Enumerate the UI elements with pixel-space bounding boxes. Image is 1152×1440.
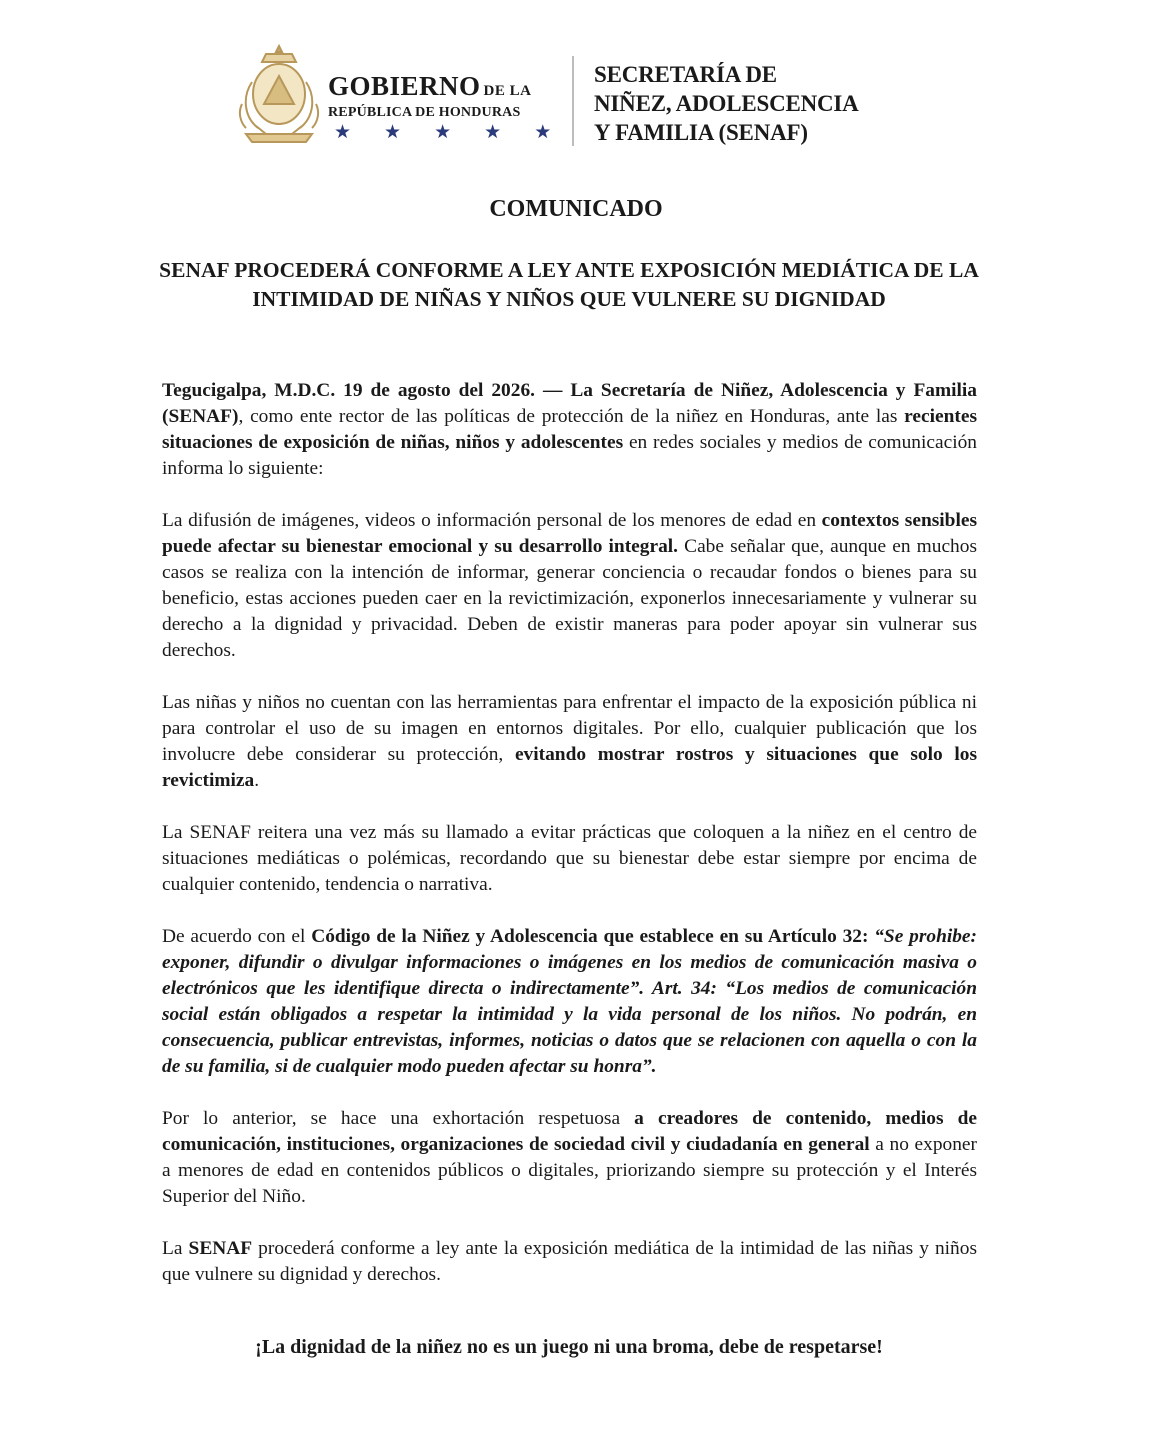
legal-quote: “Se prohibe: exponer, difundir o divulgar informaciones o imágenes en los medios de comunicación masiva o electrónicos que les identifique directa o indirectamente”. Art. 34: “Los medios de comunicación social están obligados a respetar la intimidad y la vida personal de los niños. No podrán, en consecuencia, publicar entrevistas, informes, noticias o datos que se relacionen con aquella o con la de su familia, si de cualquier modo pueden afectar su honra”. bbox=[162, 926, 977, 1077]
bold-text: evitando mostrar rostros y situaciones que solo los revictimiza bbox=[162, 744, 978, 791]
secretaria-line: Y FAMILIA (SENAF) bbox=[594, 120, 808, 145]
body-text: a no exponer a menores de edad en contenidos públicos o digitales, priorizando siempre su protección y el Interés Superior del Niño. bbox=[162, 1134, 977, 1207]
paragraph-intro bbox=[162, 378, 977, 482]
paragraph-herramientas bbox=[162, 690, 977, 794]
star-icon: ★ bbox=[384, 122, 402, 143]
body-text: en redes sociales y medios de comunicación informa lo siguiente: bbox=[162, 432, 977, 479]
government-title: GOBIERNO bbox=[328, 71, 481, 101]
paragraph-codigo bbox=[162, 924, 977, 1080]
star-icon: ★ bbox=[534, 122, 552, 143]
government-name bbox=[328, 72, 568, 143]
headline: SENAF PROCEDERÁ CONFORME A LEY ANTE EXPOSICIÓN MEDIÁTICA DE LA INTIMIDAD DE NIÑAS Y NIÑOS QUE VULNERE SU DIGNIDAD bbox=[159, 258, 979, 311]
paragraph-exhortacion bbox=[162, 1106, 977, 1210]
body-text: La bbox=[162, 1238, 189, 1259]
government-title-suffix: DE LA bbox=[483, 83, 532, 99]
closing-statement: ¡La dignidad de la niñez no es un juego ni una broma, debe de respetarse! bbox=[255, 1336, 883, 1358]
letterhead bbox=[236, 42, 936, 152]
body-text: Las niñas y niños no cuentan con las herramientas para enfrentar el impacto de la exposición pública ni para controlar el uso de su imagen en entornos digitales. Por ello, cualquier publicación que los involucre debe considerar su protección, bbox=[162, 692, 977, 765]
paragraph-difusion bbox=[162, 508, 977, 664]
bold-text: Tegucigalpa, M.D.C. 19 de agosto del 2026. — La Secretaría de Niñez, Adolescencia y Familia (SENAF) bbox=[162, 380, 977, 427]
bold-text: a creadores de contenido, medios de comunicación, instituciones, organizaciones de sociedad civil y ciudadanía en general bbox=[162, 1108, 977, 1155]
bold-text: contextos sensibles puede afectar su bienestar emocional y su desarrollo integral. bbox=[162, 510, 977, 557]
body-text: procederá conforme a ley ante la exposición mediática de la intimidad de las niñas y niños que vulnere su dignidad y derechos. bbox=[162, 1238, 977, 1285]
secretaria-line: NIÑEZ, ADOLESCENCIA bbox=[594, 91, 859, 116]
stars-row bbox=[328, 123, 568, 143]
body-text: La SENAF reitera una vez más su llamado a evitar prácticas que coloquen a la niñez en el centro de situaciones mediáticas o polémicas, recordando que su bienestar debe estar siempre por encima de cualquier contenido, tendencia o narrativa. bbox=[162, 822, 977, 895]
secretaria-line: SECRETARÍA DE bbox=[594, 62, 777, 87]
secretaria-name bbox=[594, 60, 934, 147]
document-type-label: COMUNICADO bbox=[489, 196, 663, 222]
bold-text: SENAF bbox=[188, 1238, 253, 1259]
header-divider bbox=[572, 56, 574, 146]
coat-of-arms-icon bbox=[236, 42, 322, 148]
star-icon: ★ bbox=[334, 122, 352, 143]
body-text: La difusión de imágenes, videos o información personal de los menores de edad en bbox=[162, 510, 822, 531]
document-body bbox=[162, 378, 977, 1288]
body-text: De acuerdo con el bbox=[162, 926, 312, 947]
star-icon: ★ bbox=[484, 122, 502, 143]
paragraph-llamado bbox=[162, 820, 977, 898]
body-text: . bbox=[254, 770, 260, 791]
body-text: Por lo anterior, se hace una exhortación respetuosa bbox=[162, 1108, 635, 1129]
star-icon: ★ bbox=[434, 122, 452, 143]
bold-text: recientes situaciones de exposición de niñas, niños y adolescentes bbox=[162, 406, 977, 453]
body-text: Cabe señalar que, aunque en muchos casos se realiza con la intención de informar, generar conciencia o recaudar fondos o bienes para su beneficio, estas acciones pueden caer en la revictimización, exponerlos innecesariamente y vulnerar su derecho a la dignidad y privacidad. Deben de existir maneras para poder apoyar sin vulnerar sus derechos. bbox=[162, 536, 977, 661]
body-text: , como ente rector de las políticas de protección de la niñez en Honduras, ante las bbox=[238, 406, 905, 427]
paragraph-procedera bbox=[162, 1236, 977, 1288]
government-subtitle: REPÚBLICA DE HONDURAS bbox=[328, 105, 521, 120]
bold-text: Código de la Niñez y Adolescencia que establece en su Artículo 32: bbox=[311, 926, 875, 947]
